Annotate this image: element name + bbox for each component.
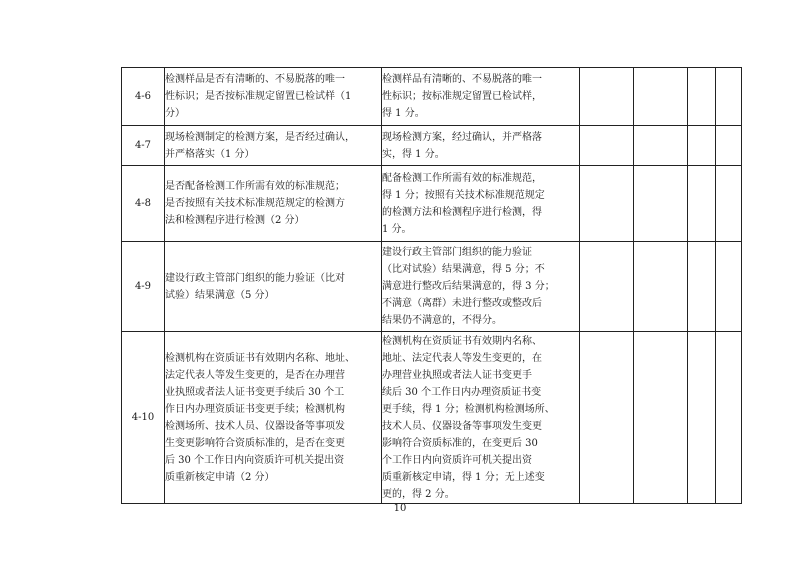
empty-cell: [688, 242, 716, 332]
requirement-cell: 现场检测制定的检测方案，是否经过确认， 并严格落实（1 分）: [165, 126, 382, 166]
table-row: [122, 242, 742, 332]
empty-cell: [688, 166, 716, 242]
empty-cell: [634, 332, 688, 504]
empty-cell: [688, 126, 716, 166]
requirement-cell: 检测样品是否有清晰的、不易脱落的唯一 性标识；是否按标准规定留置已检试样（1 分）: [165, 68, 382, 126]
page-number: 10: [393, 503, 407, 514]
item-number: 4-7: [122, 126, 165, 166]
requirement-cell: 建设行政主管部门组织的能力验证（比对 试验）结果满意（5 分）: [165, 242, 382, 332]
empty-cell: [688, 68, 716, 126]
empty-cell: [580, 126, 634, 166]
scoring-table: [121, 67, 742, 504]
empty-cell: [580, 166, 634, 242]
empty-cell: [580, 68, 634, 126]
empty-cell: [634, 242, 688, 332]
empty-cell: [580, 242, 634, 332]
empty-cell: [634, 166, 688, 242]
table-row: [122, 332, 742, 504]
item-number: 4-10: [122, 332, 165, 504]
empty-cell: [716, 126, 742, 166]
table-row: [122, 126, 742, 166]
scoring-cell: 检测样品有清晰的、不易脱落的唯一 性标识；按标准规定留置已检试样， 得 1 分。: [382, 68, 580, 126]
table-row: [122, 68, 742, 126]
empty-cell: [716, 242, 742, 332]
empty-cell: [634, 68, 688, 126]
item-number: 4-6: [122, 68, 165, 126]
empty-cell: [580, 332, 634, 504]
empty-cell: [716, 166, 742, 242]
table-row: [122, 166, 742, 242]
scoring-cell: 现场检测方案，经过确认，并严格落 实，得 1 分。: [382, 126, 580, 166]
empty-cell: [716, 332, 742, 504]
empty-cell: [688, 332, 716, 504]
requirement-cell: 是否配备检测工作所需有效的标准规范； 是否按照有关技术标准规范规定的检测方 法和检测程序进行检测（2 分）: [165, 166, 382, 242]
item-number: 4-9: [122, 242, 165, 332]
item-number: 4-8: [122, 166, 165, 242]
scoring-cell: 检测机构在资质证书有效期内名称、 地址、法定代表人等发生变更的，在 办理营业执照或者法人证书变更手 续后 30 个工作日内办理资质证书变 更手续，得 1 分；检测机构检测场所、 技术人员、仪器设备等事项发生变更 影响符合资质标准的，在变更后 30 个工作日内向资质许可机关提出资 质重新核定申请，得 1 分；无上述变 更的，得 2 分。: [382, 332, 580, 504]
scoring-cell: 配备检测工作所需有效的标准规范， 得 1 分；按照有关技术标准规范规定 的检测方法和检测程序进行检测，得 1 分。: [382, 166, 580, 242]
requirement-cell: 检测机构在资质证书有效期内名称、地址、 法定代表人等发生变更的，是否在办理营 业执照或者法人证书变更手续后 30 个工 作日内办理资质证书变更手续；检测机构 检测场所、技术人员、仪器设备等事项发 生变更影响符合资质标准的，是否在变更 后 30 个工作日内向资质许可机关提出资 质重新核定申请（2 分）: [165, 332, 382, 504]
scoring-cell: 建设行政主管部门组织的能力验证 （比对试验）结果满意，得 5 分；不 满意进行整改后结果满意的，得 3 分； 不满意（离群）未进行整改或整改后 结果仍不满意的，不得分。: [382, 242, 580, 332]
empty-cell: [634, 126, 688, 166]
empty-cell: [716, 68, 742, 126]
